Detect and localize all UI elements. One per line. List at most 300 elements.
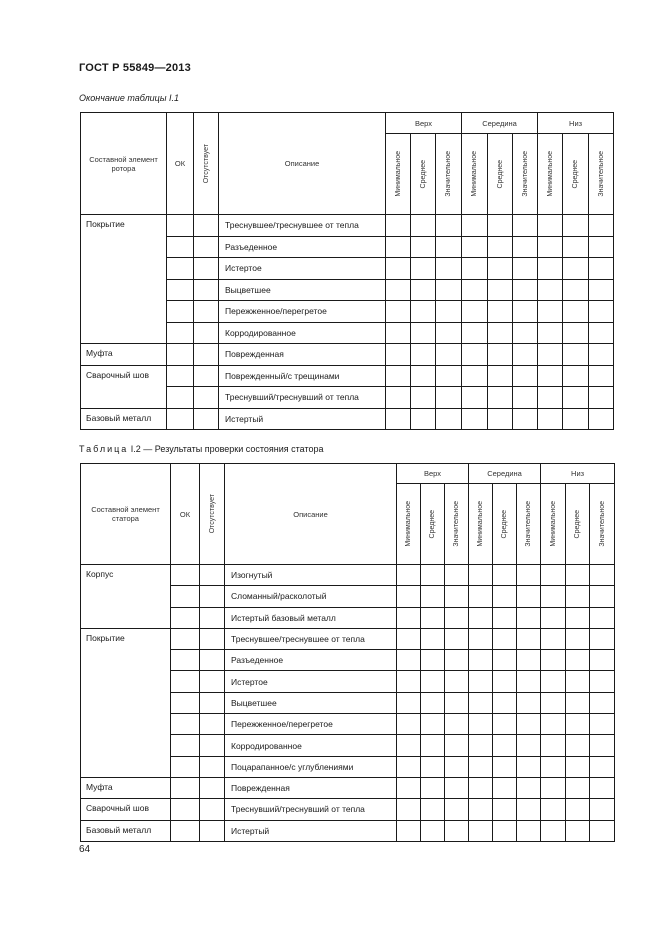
level-cell <box>386 408 411 430</box>
level-cell <box>590 799 615 820</box>
level-cell <box>488 344 513 366</box>
level-cell <box>513 387 538 409</box>
description-cell: Пережженное/перегретое <box>219 301 386 323</box>
level-cell <box>397 671 421 692</box>
level-cell <box>541 692 566 713</box>
level-cell <box>411 365 436 387</box>
level-cell <box>538 301 563 323</box>
header-level <box>436 134 462 215</box>
table-row <box>81 777 615 798</box>
ok-cell <box>167 301 194 323</box>
description-cell: Истертое <box>219 258 386 280</box>
ok-cell <box>171 820 200 841</box>
level-cell <box>386 387 411 409</box>
header-level <box>397 484 421 565</box>
header-level-label: Значительное <box>521 151 529 197</box>
level-cell <box>386 279 411 301</box>
level-cell <box>421 586 445 607</box>
description-cell: Поврежденная <box>219 344 386 366</box>
document-id: ГОСТ Р 55849—2013 <box>79 62 191 74</box>
level-cell <box>517 671 541 692</box>
level-cell <box>462 387 488 409</box>
header-level <box>386 134 411 215</box>
header-level <box>517 484 541 565</box>
level-cell <box>445 735 469 756</box>
level-cell <box>488 365 513 387</box>
level-cell <box>517 565 541 586</box>
level-cell <box>517 607 541 628</box>
ok-cell <box>171 756 200 777</box>
level-cell <box>517 735 541 756</box>
component-cell: Корпус <box>81 565 171 629</box>
level-cell <box>541 586 566 607</box>
level-cell <box>589 365 614 387</box>
level-cell <box>566 820 590 841</box>
level-cell <box>469 820 493 841</box>
level-cell <box>469 799 493 820</box>
level-cell <box>462 322 488 344</box>
level-cell <box>488 301 513 323</box>
level-cell <box>445 799 469 820</box>
header-level-label: Минимальное <box>477 501 485 547</box>
ok-cell <box>171 650 200 671</box>
level-cell <box>513 365 538 387</box>
level-cell <box>541 565 566 586</box>
absent-cell <box>200 714 225 735</box>
header-level <box>538 134 563 215</box>
header-level-label: Значительное <box>445 151 452 197</box>
level-cell <box>513 258 538 280</box>
ok-cell <box>167 322 194 344</box>
level-cell <box>445 692 469 713</box>
absent-cell <box>200 799 225 820</box>
level-cell <box>397 607 421 628</box>
header-level-label: Среднее <box>501 509 509 539</box>
ok-cell <box>171 628 200 649</box>
level-cell <box>538 365 563 387</box>
header-level-label: Среднее <box>574 509 582 539</box>
component-cell: Муфта <box>81 777 171 798</box>
level-cell <box>411 301 436 323</box>
level-cell <box>493 565 517 586</box>
level-cell <box>493 799 517 820</box>
level-cell <box>541 628 566 649</box>
level-cell <box>493 714 517 735</box>
level-cell <box>462 408 488 430</box>
header-description: Описание <box>219 113 386 215</box>
level-cell <box>397 714 421 735</box>
header-level-label: Среднее <box>419 159 427 189</box>
level-cell <box>462 301 488 323</box>
level-cell <box>517 820 541 841</box>
header-level-label: Значительное <box>597 151 605 197</box>
ok-cell <box>167 408 194 430</box>
description-cell: Разъеденное <box>225 650 397 671</box>
level-cell <box>563 408 589 430</box>
level-cell <box>563 279 589 301</box>
absent-cell <box>194 258 219 280</box>
header-level <box>445 484 469 565</box>
table-row <box>81 408 614 430</box>
ok-cell <box>167 279 194 301</box>
absent-cell <box>200 777 225 798</box>
header-level-label: Значительное <box>525 501 533 547</box>
component-cell: Базовый металл <box>81 820 171 841</box>
level-cell <box>589 215 614 237</box>
level-cell <box>590 628 615 649</box>
level-cell <box>445 756 469 777</box>
level-cell <box>493 628 517 649</box>
level-cell <box>436 322 462 344</box>
level-cell <box>589 322 614 344</box>
level-cell <box>436 365 462 387</box>
level-cell <box>566 799 590 820</box>
level-cell <box>469 714 493 735</box>
absent-cell <box>200 565 225 586</box>
level-cell <box>421 756 445 777</box>
level-cell <box>397 735 421 756</box>
level-cell <box>538 279 563 301</box>
header-group: Низ <box>538 113 614 134</box>
header-absent <box>200 464 225 565</box>
ok-cell <box>171 735 200 756</box>
level-cell <box>445 714 469 735</box>
description-cell: Треснувший/треснувший от тепла <box>219 387 386 409</box>
header-level-label: Минимальное <box>471 151 479 197</box>
level-cell <box>462 365 488 387</box>
level-cell <box>589 236 614 258</box>
description-cell: Треснувшее/треснувшее от тепла <box>225 628 397 649</box>
absent-cell <box>200 692 225 713</box>
level-cell <box>421 714 445 735</box>
rotor-condition-table <box>80 112 614 430</box>
level-cell <box>397 799 421 820</box>
level-cell <box>589 387 614 409</box>
level-cell <box>541 756 566 777</box>
level-cell <box>589 258 614 280</box>
level-cell <box>421 565 445 586</box>
level-cell <box>563 301 589 323</box>
level-cell <box>469 650 493 671</box>
component-cell: Базовый металл <box>81 408 167 430</box>
absent-cell <box>194 279 219 301</box>
level-cell <box>493 820 517 841</box>
absent-cell <box>194 365 219 387</box>
level-cell <box>488 387 513 409</box>
ok-cell <box>171 565 200 586</box>
level-cell <box>563 236 589 258</box>
header-level <box>590 484 615 565</box>
level-cell <box>462 258 488 280</box>
level-cell <box>541 777 566 798</box>
stator-condition-table <box>80 463 615 842</box>
header-level <box>462 134 488 215</box>
level-cell <box>566 586 590 607</box>
level-cell <box>462 344 488 366</box>
level-cell <box>386 258 411 280</box>
level-cell <box>397 692 421 713</box>
level-cell <box>386 215 411 237</box>
level-cell <box>517 692 541 713</box>
level-cell <box>513 236 538 258</box>
level-cell <box>445 820 469 841</box>
level-cell <box>469 586 493 607</box>
level-cell <box>436 258 462 280</box>
absent-cell <box>200 671 225 692</box>
level-cell <box>436 279 462 301</box>
level-cell <box>493 607 517 628</box>
absent-cell <box>194 387 219 409</box>
description-cell: Корродированное <box>219 322 386 344</box>
absent-cell <box>194 301 219 323</box>
description-cell: Поцарапанное/с углублениями <box>225 756 397 777</box>
level-cell <box>436 408 462 430</box>
level-cell <box>445 607 469 628</box>
level-cell <box>397 756 421 777</box>
level-cell <box>421 607 445 628</box>
level-cell <box>436 236 462 258</box>
header-level-label: Минимальное <box>546 151 554 197</box>
header-level-label: Минимальное <box>394 151 402 197</box>
header-ok: ОК <box>167 113 194 215</box>
header-level <box>469 484 493 565</box>
level-cell <box>411 344 436 366</box>
table-row <box>81 799 615 820</box>
level-cell <box>397 586 421 607</box>
table-row <box>81 344 614 366</box>
level-cell <box>517 628 541 649</box>
level-cell <box>563 322 589 344</box>
description-cell: Треснувшее/треснувшее от тепла <box>219 215 386 237</box>
level-cell <box>590 671 615 692</box>
header-group: Середина <box>469 464 541 484</box>
component-cell: Покрытие <box>81 628 171 777</box>
header-group: Верх <box>397 464 469 484</box>
level-cell <box>488 258 513 280</box>
level-cell <box>590 714 615 735</box>
level-cell <box>386 236 411 258</box>
level-cell <box>462 215 488 237</box>
level-cell <box>541 735 566 756</box>
level-cell <box>411 322 436 344</box>
header-description: Описание <box>225 464 397 565</box>
table-row <box>81 628 615 649</box>
header-level-label: Среднее <box>496 159 504 189</box>
header-absent-label: Отсутствует <box>202 143 210 184</box>
description-cell: Изогнутый <box>225 565 397 586</box>
header-level <box>488 134 513 215</box>
level-cell <box>462 279 488 301</box>
level-cell <box>488 236 513 258</box>
header-component: Составной элемент ротора <box>81 113 167 215</box>
level-cell <box>566 777 590 798</box>
level-cell <box>421 799 445 820</box>
level-cell <box>493 692 517 713</box>
level-cell <box>541 607 566 628</box>
level-cell <box>493 671 517 692</box>
level-cell <box>493 735 517 756</box>
table2-caption: Таблица I.2 — Результаты проверки состояния статора <box>79 444 324 454</box>
level-cell <box>517 586 541 607</box>
component-cell: Сварочный шов <box>81 365 167 408</box>
level-cell <box>538 215 563 237</box>
ok-cell <box>167 387 194 409</box>
level-cell <box>538 322 563 344</box>
level-cell <box>436 344 462 366</box>
description-cell: Треснувший/треснувший от тепла <box>225 799 397 820</box>
ok-cell <box>171 671 200 692</box>
level-cell <box>541 714 566 735</box>
level-cell <box>436 387 462 409</box>
level-cell <box>566 692 590 713</box>
header-absent <box>194 113 219 215</box>
level-cell <box>513 322 538 344</box>
ok-cell <box>171 799 200 820</box>
ok-cell <box>167 365 194 387</box>
description-cell: Поврежденный/с трещинами <box>219 365 386 387</box>
level-cell <box>517 756 541 777</box>
absent-cell <box>200 735 225 756</box>
header-group: Верх <box>386 113 462 134</box>
level-cell <box>590 756 615 777</box>
level-cell <box>493 586 517 607</box>
level-cell <box>445 586 469 607</box>
header-level <box>513 134 538 215</box>
level-cell <box>538 344 563 366</box>
level-cell <box>563 258 589 280</box>
level-cell <box>566 565 590 586</box>
level-cell <box>421 692 445 713</box>
ok-cell <box>171 692 200 713</box>
header-level-label: Значительное <box>598 501 606 547</box>
header-level <box>493 484 517 565</box>
level-cell <box>411 258 436 280</box>
level-cell <box>411 279 436 301</box>
level-cell <box>469 565 493 586</box>
level-cell <box>589 408 614 430</box>
level-cell <box>411 408 436 430</box>
component-cell: Муфта <box>81 344 167 366</box>
level-cell <box>517 799 541 820</box>
level-cell <box>590 607 615 628</box>
component-cell: Сварочный шов <box>81 799 171 820</box>
level-cell <box>488 279 513 301</box>
level-cell <box>421 650 445 671</box>
level-cell <box>566 735 590 756</box>
absent-cell <box>194 236 219 258</box>
header-level-label: Минимальное <box>405 501 412 547</box>
level-cell <box>397 565 421 586</box>
header-ok: ОК <box>171 464 200 565</box>
level-cell <box>590 650 615 671</box>
level-cell <box>563 215 589 237</box>
ok-cell <box>171 714 200 735</box>
level-cell <box>590 777 615 798</box>
header-level <box>566 484 590 565</box>
level-cell <box>469 777 493 798</box>
level-cell <box>411 215 436 237</box>
header-level-label: Среднее <box>572 159 580 189</box>
description-cell: Выцветшее <box>219 279 386 301</box>
level-cell <box>566 671 590 692</box>
level-cell <box>566 628 590 649</box>
level-cell <box>488 408 513 430</box>
ok-cell <box>167 344 194 366</box>
table-row <box>81 565 615 586</box>
header-level <box>589 134 614 215</box>
header-level <box>421 484 445 565</box>
table1-caption: Окончание таблицы I.1 <box>79 93 179 103</box>
level-cell <box>563 344 589 366</box>
level-cell <box>563 365 589 387</box>
level-cell <box>445 565 469 586</box>
header-group: Низ <box>541 464 615 484</box>
level-cell <box>493 777 517 798</box>
level-cell <box>469 671 493 692</box>
table-row <box>81 365 614 387</box>
level-cell <box>488 215 513 237</box>
description-cell: Выцветшее <box>225 692 397 713</box>
level-cell <box>397 628 421 649</box>
header-absent-label: Отсутствует <box>208 494 216 534</box>
level-cell <box>589 344 614 366</box>
level-cell <box>445 777 469 798</box>
description-cell: Разъеденное <box>219 236 386 258</box>
absent-cell <box>194 344 219 366</box>
page-number: 64 <box>79 844 91 855</box>
level-cell <box>589 301 614 323</box>
level-cell <box>493 756 517 777</box>
header-component: Составной элемент статора <box>81 464 171 565</box>
level-cell <box>541 650 566 671</box>
level-cell <box>421 628 445 649</box>
ok-cell <box>167 236 194 258</box>
description-cell: Истертый <box>219 408 386 430</box>
level-cell <box>566 756 590 777</box>
ok-cell <box>171 777 200 798</box>
header-level <box>541 484 566 565</box>
header-level <box>563 134 589 215</box>
level-cell <box>386 322 411 344</box>
level-cell <box>469 692 493 713</box>
description-cell: Поврежденная <box>225 777 397 798</box>
level-cell <box>462 236 488 258</box>
level-cell <box>563 387 589 409</box>
level-cell <box>421 671 445 692</box>
table-row <box>81 215 614 237</box>
absent-cell <box>200 820 225 841</box>
absent-cell <box>194 408 219 430</box>
level-cell <box>513 301 538 323</box>
level-cell <box>386 344 411 366</box>
level-cell <box>590 586 615 607</box>
level-cell <box>445 671 469 692</box>
level-cell <box>541 671 566 692</box>
level-cell <box>436 215 462 237</box>
level-cell <box>488 322 513 344</box>
level-cell <box>541 799 566 820</box>
ok-cell <box>171 607 200 628</box>
ok-cell <box>167 215 194 237</box>
absent-cell <box>200 756 225 777</box>
header-level-label: Минимальное <box>549 501 557 547</box>
level-cell <box>397 650 421 671</box>
absent-cell <box>200 607 225 628</box>
level-cell <box>538 258 563 280</box>
level-cell <box>445 650 469 671</box>
absent-cell <box>194 215 219 237</box>
level-cell <box>469 756 493 777</box>
